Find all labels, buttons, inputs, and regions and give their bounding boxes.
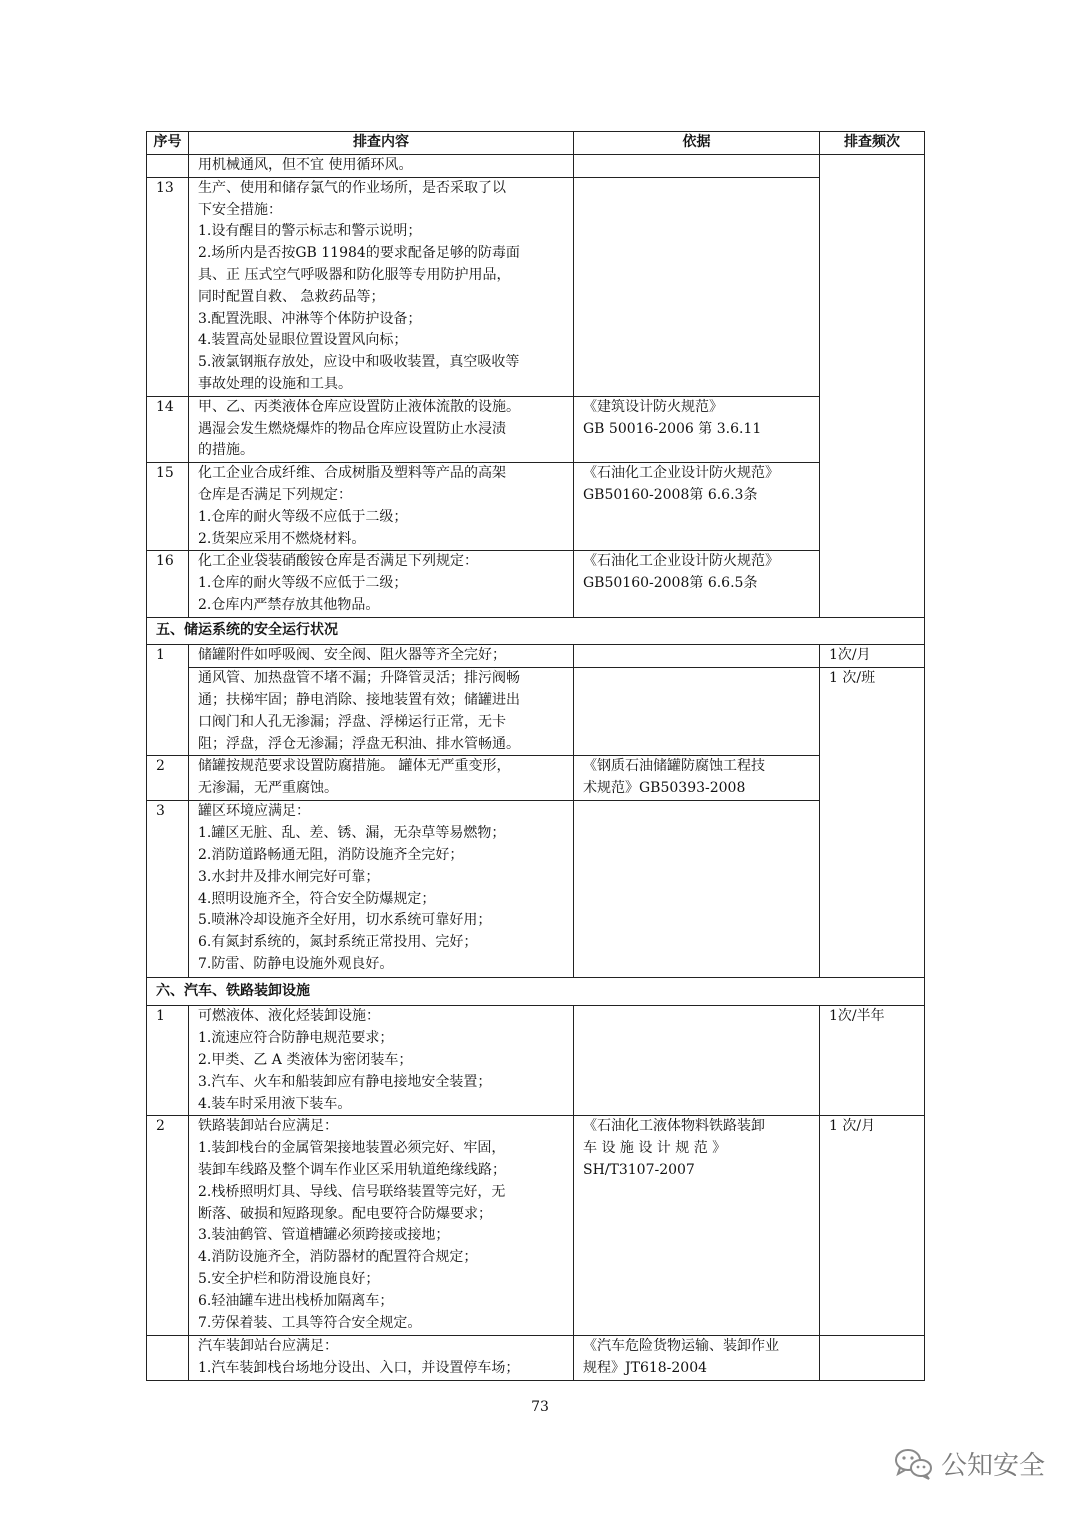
header-seq: 序号 bbox=[147, 132, 189, 155]
row-basis: 《汽车危险货物运输、装卸作业 规程》JT618-2004 bbox=[574, 1336, 820, 1381]
section-heading-row bbox=[147, 618, 925, 645]
table-row bbox=[147, 801, 925, 978]
row-content: 可燃液体、液化烃装卸设施： 1.流速应符合防静电规范要求； 2.甲类、乙 A 类液体为密闭装车； 3.汽车、火车和船装卸应有静电接地安全装置； 4.装车时采用液下装车。 bbox=[189, 1006, 574, 1116]
table-row bbox=[147, 463, 925, 551]
row-basis: 《建筑设计防火规范》 GB 50016-2006 第 3.6.11 bbox=[574, 396, 820, 462]
row-content: 汽车装卸站台应满足： 1.汽车装卸栈台场地分设出、入口，并设置停车场； bbox=[189, 1336, 574, 1381]
row-content: 化工企业袋装硝酸铵仓库是否满足下列规定： 1.仓库的耐火等级不应低于二级； 2.仓库内严禁存放其他物品。 bbox=[189, 551, 574, 618]
table-row bbox=[147, 177, 925, 396]
row-number: 16 bbox=[147, 551, 189, 618]
row-frequency: 1次/月 bbox=[820, 645, 925, 668]
section-heading: 五、储运系统的安全运行状况 bbox=[147, 618, 925, 645]
row-number bbox=[147, 1336, 189, 1381]
row-basis bbox=[574, 155, 820, 178]
row-frequency bbox=[820, 1336, 925, 1381]
page-number: 73 bbox=[531, 1399, 549, 1415]
row-basis bbox=[574, 1006, 820, 1116]
header-basis: 依据 bbox=[574, 132, 820, 155]
row-basis bbox=[574, 668, 820, 756]
section-heading-row bbox=[147, 978, 925, 1006]
row-basis bbox=[574, 177, 820, 396]
row-content: 用机械通风，但不宜 使用循环风。 bbox=[189, 155, 574, 178]
row-frequency bbox=[820, 155, 925, 618]
row-frequency: 1次/半年 bbox=[820, 1006, 925, 1116]
table-row bbox=[147, 1006, 925, 1116]
row-number: 15 bbox=[147, 463, 189, 551]
row-content: 铁路装卸站台应满足： 1.装卸栈台的金属管架接地装置必须完好、牢固， 装卸车线路及整个调车作业区采用轨道绝缘线路； 2.栈桥照明灯具、导线、信号联络装置等完好，无 断落、破损和短路现象。配电要符合防爆要求； 3.装油鹤管、管道槽罐必须跨接或接地； 4.消防设施齐全，消防器材的配置符合规定； 5.安全护栏和防滑设施良好； 6.轻油罐车进出栈桥加隔离车； 7.劳保着装、工具等符合安全规定。 bbox=[189, 1116, 574, 1336]
table-row bbox=[147, 1336, 925, 1381]
table-row bbox=[147, 551, 925, 618]
wechat-icon bbox=[893, 1447, 933, 1481]
table-row bbox=[147, 645, 925, 668]
row-content: 罐区环境应满足： 1.罐区无脏、乱、差、锈、漏，无杂草等易燃物； 2.消防道路畅通无阻，消防设施齐全完好； 3.水封井及排水闸完好可靠； 4.照明设施齐全，符合安全防爆规定； 5.喷淋冷却设施齐全好用，切水系统可靠好用； 6.有氮封系统的，氮封系统正常投用、完好； 7.防雷、防静电设施外观良好。 bbox=[189, 801, 574, 978]
section-heading: 六、汽车、铁路装卸设施 bbox=[147, 978, 925, 1006]
watermark-text: 公知安全 bbox=[941, 1451, 1046, 1481]
row-basis: 《石油化工液体物料铁路装卸 车 设 施 设 计 规 范 》 SH/T3107-2007 bbox=[574, 1116, 820, 1336]
row-number: 2 bbox=[147, 1116, 189, 1336]
row-content: 储罐按规范要求设置防腐措施。 罐体无严重变形， 无渗漏，无严重腐蚀。 bbox=[189, 756, 574, 801]
row-content: 储罐附件如呼吸阀、安全阀、阻火器等齐全完好； bbox=[189, 645, 574, 668]
row-frequency: 1 次/月 bbox=[820, 1116, 925, 1336]
table-row bbox=[147, 396, 925, 462]
row-number: 1 bbox=[147, 645, 189, 756]
row-content: 化工企业合成纤维、合成树脂及塑料等产品的高架 仓库是否满足下列规定： 1.仓库的耐火等级不应低于二级； 2.货架应采用不燃烧材料。 bbox=[189, 463, 574, 551]
table-header-row bbox=[147, 132, 925, 155]
row-basis: 《石油化工企业设计防火规范》 GB50160-2008第 6.6.5条 bbox=[574, 551, 820, 618]
row-frequency: 1 次/班 bbox=[820, 668, 925, 978]
header-frequency: 排查频次 bbox=[820, 132, 925, 155]
header-content: 排查内容 bbox=[189, 132, 574, 155]
row-content: 甲、乙、丙类液体仓库应设置防止液体流散的设施。 遇湿会发生燃烧爆炸的物品仓库应设置防止水浸渍 的措施。 bbox=[189, 396, 574, 462]
inspection-table bbox=[146, 131, 925, 1381]
row-basis: 《钢质石油储罐防腐蚀工程技 术规范》GB50393-2008 bbox=[574, 756, 820, 801]
row-number: 3 bbox=[147, 801, 189, 978]
row-basis bbox=[574, 801, 820, 978]
row-content: 生产、使用和储存氯气的作业场所，是否采取了以 下安全措施： 1.设有醒目的警示标志和警示说明； 2.场所内是否按GB 11984的要求配备足够的防毒面 具、正 压式空气呼吸器和防化服等专用防护用品， 同时配置自救、 急救药品等； 3.配置洗眼、冲淋等个体防护设备； 4.装置高处显眼位置设置风向标； 5.液氯钢瓶存放处，应设中和吸收装置，真空吸收等 事故处理的设施和工具。 bbox=[189, 177, 574, 396]
row-content: 通风管、加热盘管不堵不漏；升降管灵活；排污阀畅 通；扶梯牢固；静电消除、接地装置有效；储罐进出 口阀门和人孔无渗漏；浮盘、浮梯运行正常，无卡 阻；浮盘，浮仓无渗漏；浮盘无积油、排水管畅通。 bbox=[189, 668, 574, 756]
row-number: 2 bbox=[147, 756, 189, 801]
row-number: 1 bbox=[147, 1006, 189, 1116]
table-row bbox=[147, 668, 925, 756]
watermark bbox=[893, 1445, 1045, 1482]
table-row bbox=[147, 155, 925, 178]
row-basis bbox=[574, 645, 820, 668]
table-row bbox=[147, 756, 925, 801]
row-number: 13 bbox=[147, 177, 189, 396]
row-number bbox=[147, 155, 189, 178]
row-basis: 《石油化工企业设计防火规范》 GB50160-2008第 6.6.3条 bbox=[574, 463, 820, 551]
row-number: 14 bbox=[147, 396, 189, 462]
table-row bbox=[147, 1116, 925, 1336]
